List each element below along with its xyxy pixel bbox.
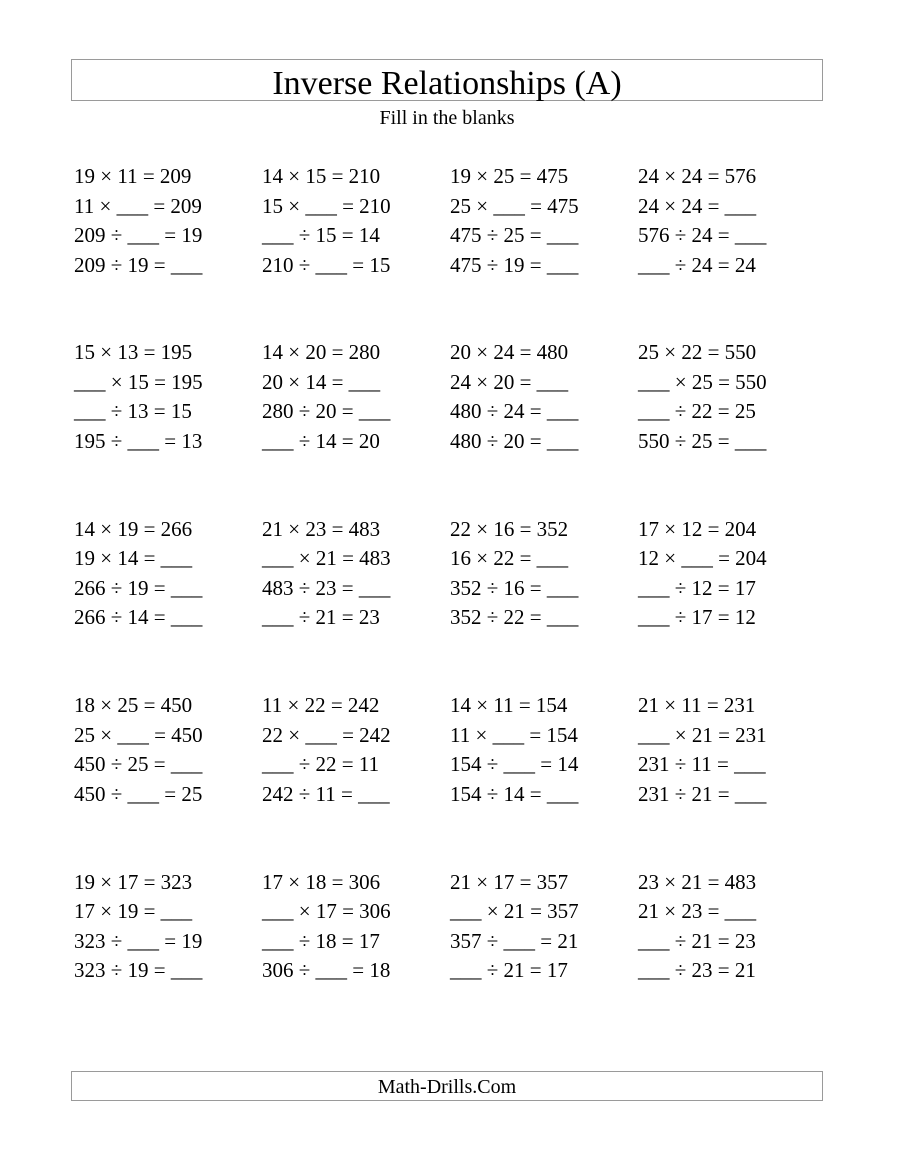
problem-9-blank-2: 266 ÷ 19 = ___ — [74, 575, 203, 600]
problem-6-blank-1: 20 × 14 = ___ — [262, 369, 381, 394]
problem-4 — [638, 162, 823, 280]
problem-2 — [262, 162, 447, 280]
problem-8 — [638, 338, 823, 456]
problem-11-blank-1: 16 × 22 = ___ — [450, 546, 569, 571]
problem-1-blank-2: 209 ÷ ___ = 19 — [74, 223, 203, 247]
problem-2-blank-3: 210 ÷ ___ = 15 — [262, 252, 391, 277]
problem-20-fact: 23 × 21 = 483 — [638, 869, 757, 894]
problem-16-blank-3: 231 ÷ 21 = ___ — [638, 781, 767, 806]
footer-site-name: Math-Drills.Com — [71, 1071, 823, 1101]
problem-17-fact: 19 × 17 = 323 — [74, 869, 193, 894]
problem-9 — [74, 515, 259, 633]
problem-3-fact: 19 × 25 = 475 — [450, 164, 569, 188]
problem-16-fact: 21 × 11 = 231 — [638, 693, 756, 718]
problem-5-blank-1: ___ × 15 = 195 — [74, 369, 203, 394]
problem-2-blank-2: ___ ÷ 15 = 14 — [262, 223, 380, 247]
problem-15 — [450, 691, 635, 809]
problem-20-blank-3: ___ ÷ 23 = 21 — [638, 958, 756, 983]
problem-14-blank-2: ___ ÷ 22 = 11 — [262, 752, 380, 777]
problem-3-blank-2: 475 ÷ 25 = ___ — [450, 223, 579, 247]
problem-15-fact: 14 × 11 = 154 — [450, 693, 568, 718]
problem-17-blank-1: 17 × 19 = ___ — [74, 899, 193, 924]
problem-7 — [450, 338, 635, 456]
problem-11-blank-3: 352 ÷ 22 = ___ — [450, 605, 579, 630]
problem-6-fact: 14 × 20 = 280 — [262, 340, 381, 365]
problem-15-blank-1: 11 × ___ = 154 — [450, 722, 578, 747]
problem-14-fact: 11 × 22 = 242 — [262, 693, 380, 718]
problem-14-blank-1: 22 × ___ = 242 — [262, 722, 391, 747]
problem-20 — [638, 868, 823, 986]
problem-7-fact: 20 × 24 = 480 — [450, 340, 569, 365]
problem-4-blank-3: ___ ÷ 24 = 24 — [638, 252, 756, 277]
problem-10-fact: 21 × 23 = 483 — [262, 516, 381, 541]
problem-14 — [262, 691, 447, 809]
problem-19-fact: 21 × 17 = 357 — [450, 869, 569, 894]
problem-13 — [74, 691, 259, 809]
problem-19-blank-2: 357 ÷ ___ = 21 — [450, 928, 579, 953]
problem-5-blank-2: ___ ÷ 13 = 15 — [74, 399, 192, 424]
problem-5 — [74, 338, 259, 456]
problem-12-fact: 17 × 12 = 204 — [638, 516, 757, 541]
problem-1 — [74, 162, 259, 280]
problem-3-blank-3: 475 ÷ 19 = ___ — [450, 252, 579, 277]
problem-row-2 — [74, 338, 834, 514]
problem-19-blank-1: ___ × 21 = 357 — [450, 899, 579, 924]
problem-7-blank-1: 24 × 20 = ___ — [450, 369, 569, 394]
problem-19-blank-3: ___ ÷ 21 = 17 — [450, 958, 568, 983]
problem-10-blank-2: 483 ÷ 23 = ___ — [262, 575, 391, 600]
problem-12 — [638, 515, 823, 633]
problem-13-fact: 18 × 25 = 450 — [74, 693, 193, 718]
problem-11-fact: 22 × 16 = 352 — [450, 516, 569, 541]
problem-6-blank-3: ___ ÷ 14 = 20 — [262, 428, 380, 453]
problem-13-blank-2: 450 ÷ 25 = ___ — [74, 752, 203, 777]
problem-18 — [262, 868, 447, 986]
problem-8-blank-2: ___ ÷ 22 = 25 — [638, 399, 756, 424]
problem-14-blank-3: 242 ÷ 11 = ___ — [262, 781, 390, 806]
problem-3 — [450, 162, 635, 280]
problem-10 — [262, 515, 447, 633]
problem-11 — [450, 515, 635, 633]
problem-10-blank-1: ___ × 21 = 483 — [262, 546, 391, 571]
problem-13-blank-1: 25 × ___ = 450 — [74, 722, 203, 747]
problem-9-fact: 14 × 19 = 266 — [74, 516, 193, 541]
problem-16-blank-2: 231 ÷ 11 = ___ — [638, 752, 766, 777]
problem-10-blank-3: ___ ÷ 21 = 23 — [262, 605, 380, 630]
problem-5-blank-3: 195 ÷ ___ = 13 — [74, 428, 203, 453]
problem-grid — [74, 162, 834, 1044]
problem-8-blank-3: 550 ÷ 25 = ___ — [638, 428, 767, 453]
problem-13-blank-3: 450 ÷ ___ = 25 — [74, 781, 203, 806]
problem-12-blank-1: 12 × ___ = 204 — [638, 546, 767, 571]
problem-row-3 — [74, 515, 834, 691]
problem-row-4 — [74, 691, 834, 867]
problem-8-blank-1: ___ × 25 = 550 — [638, 369, 767, 394]
problem-18-blank-1: ___ × 17 = 306 — [262, 899, 391, 924]
problem-6-blank-2: 280 ÷ 20 = ___ — [262, 399, 391, 424]
problem-3-blank-1: 25 × ___ = 475 — [450, 193, 579, 218]
problem-4-blank-1: 24 × 24 = ___ — [638, 193, 757, 218]
problem-5-fact: 15 × 13 = 195 — [74, 340, 193, 365]
problem-4-fact: 24 × 24 = 576 — [638, 164, 757, 188]
problem-15-blank-3: 154 ÷ 14 = ___ — [450, 781, 579, 806]
problem-18-fact: 17 × 18 = 306 — [262, 869, 381, 894]
problem-1-fact: 19 × 11 = 209 — [74, 164, 192, 188]
problem-1-blank-3: 209 ÷ 19 = ___ — [74, 252, 203, 277]
problem-16 — [638, 691, 823, 809]
problem-7-blank-3: 480 ÷ 20 = ___ — [450, 428, 579, 453]
problem-row-1 — [74, 162, 834, 338]
problem-6 — [262, 338, 447, 456]
worksheet-title: Inverse Relationships (A) — [71, 59, 823, 101]
problem-9-blank-3: 266 ÷ 14 = ___ — [74, 605, 203, 630]
problem-7-blank-2: 480 ÷ 24 = ___ — [450, 399, 579, 424]
problem-row-5 — [74, 868, 834, 1044]
problem-12-blank-2: ___ ÷ 12 = 17 — [638, 575, 756, 600]
problem-4-blank-2: 576 ÷ 24 = ___ — [638, 223, 767, 247]
problem-18-blank-3: 306 ÷ ___ = 18 — [262, 958, 391, 983]
problem-18-blank-2: ___ ÷ 18 = 17 — [262, 928, 380, 953]
problem-17-blank-3: 323 ÷ 19 = ___ — [74, 958, 203, 983]
problem-15-blank-2: 154 ÷ ___ = 14 — [450, 752, 579, 777]
problem-17 — [74, 868, 259, 986]
problem-2-fact: 14 × 15 = 210 — [262, 164, 381, 188]
problem-17-blank-2: 323 ÷ ___ = 19 — [74, 928, 203, 953]
problem-19 — [450, 868, 635, 986]
problem-20-blank-2: ___ ÷ 21 = 23 — [638, 928, 756, 953]
problem-8-fact: 25 × 22 = 550 — [638, 340, 757, 365]
problem-16-blank-1: ___ × 21 = 231 — [638, 722, 767, 747]
problem-20-blank-1: 21 × 23 = ___ — [638, 899, 757, 924]
problem-2-blank-1: 15 × ___ = 210 — [262, 193, 391, 218]
worksheet-subtitle: Fill in the blanks — [379, 107, 515, 129]
problem-9-blank-1: 19 × 14 = ___ — [74, 546, 193, 571]
problem-1-blank-1: 11 × ___ = 209 — [74, 193, 202, 218]
problem-11-blank-2: 352 ÷ 16 = ___ — [450, 575, 579, 600]
problem-12-blank-3: ___ ÷ 17 = 12 — [638, 605, 756, 630]
